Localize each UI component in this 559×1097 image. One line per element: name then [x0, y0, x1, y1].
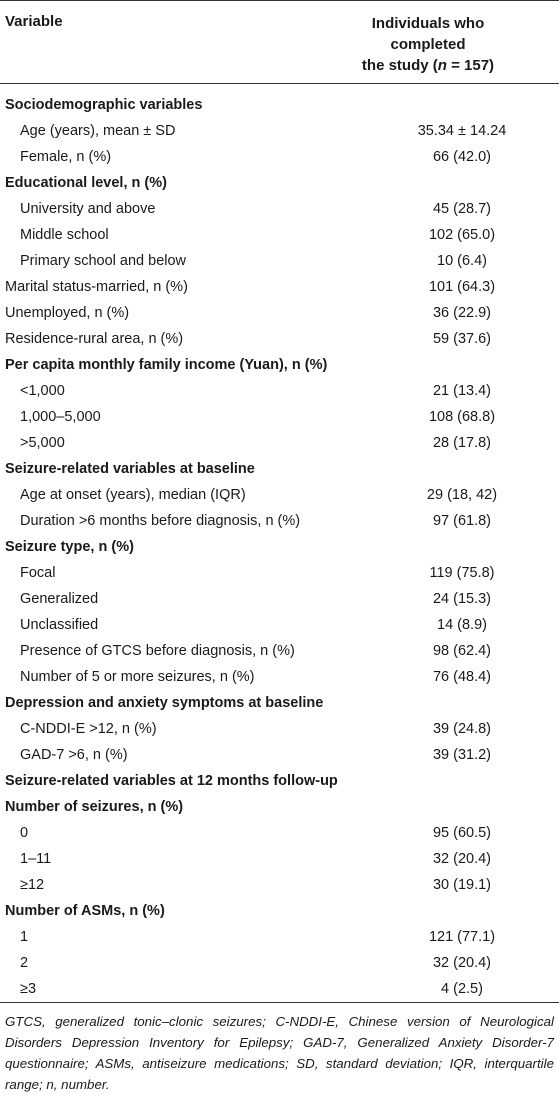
table-footnote: GTCS, generalized tonic–clonic seizures; C-NDDI-E, Chinese version of Neurological Disorders Depression Inventory for Epilepsy; GAD-7, Generalized Anxiety Disorder-7 questionnaire; ASMs, antiseizure medications; SD, standard deviation; IQR, interquartile range; n, number.: [5, 1014, 554, 1092]
row-value: 4 (2.5): [365, 976, 559, 1003]
row-value: 98 (62.4): [432, 643, 492, 659]
row-label: Primary school and below: [20, 253, 187, 269]
row-label: Depression and anxiety symptoms at baseline: [5, 695, 324, 711]
row-label: Duration >6 months before diagnosis, n (%): [20, 513, 301, 529]
row-value: 35.34 ± 14.24: [417, 123, 507, 139]
table-row: [0, 976, 559, 1003]
row-value: 66 (42.0): [432, 149, 492, 165]
row-value: 29 (18, 42): [426, 487, 498, 503]
row-label: 1: [20, 929, 29, 945]
row-label: Residence-rural area, n (%): [5, 331, 184, 347]
variable-column-header: Variable: [5, 13, 63, 30]
row-label: Generalized: [20, 591, 99, 607]
row-value: [365, 794, 559, 820]
row-label: >5,000: [20, 435, 65, 451]
row-value: [365, 170, 559, 196]
table-group-row: [0, 170, 559, 196]
row-value: [365, 534, 559, 560]
row-value: [365, 898, 559, 924]
row-value: 28 (17.8): [432, 435, 492, 451]
table-row: [0, 144, 559, 170]
table-row: [0, 404, 559, 430]
row-label: Marital status-married, n (%): [5, 279, 188, 295]
row-value: 59 (37.6): [432, 331, 492, 347]
row-label: Seizure-related variables at baseline: [5, 461, 255, 477]
row-label: <1,000: [20, 383, 65, 399]
row-label: Focal: [20, 565, 56, 581]
row-value: 24 (15.3): [432, 591, 492, 607]
row-label: ≥12: [20, 877, 45, 893]
row-value: 21 (13.4): [432, 383, 492, 399]
table-row: [0, 222, 559, 248]
row-label: Middle school: [20, 227, 109, 243]
row-value: [365, 456, 559, 482]
table-row: [0, 612, 559, 638]
table-row: [0, 508, 559, 534]
row-label: C-NDDI-E >12, n (%): [20, 721, 157, 737]
table-row: [0, 664, 559, 690]
row-label: Unclassified: [20, 617, 99, 633]
row-value: 14 (8.9): [437, 617, 487, 633]
row-label: University and above: [20, 201, 156, 217]
row-label: GAD-7 >6, n (%): [20, 747, 128, 763]
row-label: Seizure type, n (%): [5, 539, 134, 555]
row-value: 39 (24.8): [432, 721, 492, 737]
row-label: Educational level, n (%): [5, 175, 167, 191]
row-label: Number of seizures, n (%): [5, 799, 184, 815]
table-row: [0, 118, 559, 144]
sample-column-header-line2: [333, 55, 523, 76]
row-value: 101 (64.3): [428, 279, 496, 295]
row-value: 108 (68.8): [428, 409, 496, 425]
sample-column-header: [333, 13, 523, 76]
table-group-row: [0, 456, 559, 482]
table-row: [0, 196, 559, 222]
row-label: Sociodemographic variables: [5, 97, 203, 113]
row-value: [365, 92, 559, 118]
table-row: [0, 924, 559, 950]
row-value: [365, 690, 559, 716]
row-label: Female, n (%): [20, 149, 112, 165]
table-row: [0, 846, 559, 872]
row-value: 76 (48.4): [432, 669, 492, 685]
table-row: [0, 742, 559, 768]
row-label: Number of 5 or more seizures, n (%): [20, 669, 255, 685]
row-label: Age at onset (years), median (IQR): [20, 487, 246, 503]
table-row: [0, 950, 559, 976]
table-row: [0, 586, 559, 612]
table-group-row: [0, 794, 559, 820]
row-value: 102 (65.0): [428, 227, 496, 243]
table-group-row: [0, 768, 559, 794]
table-group-row: [0, 898, 559, 924]
row-value: 95 (60.5): [432, 825, 492, 841]
row-label: Unemployed, n (%): [5, 305, 130, 321]
table-row: [0, 430, 559, 456]
row-label: Presence of GTCS before diagnosis, n (%): [20, 643, 295, 659]
table-group-row: [0, 92, 559, 118]
row-label: 1,000–5,000: [20, 409, 101, 425]
row-label: 0: [20, 825, 29, 841]
table-body: [0, 92, 559, 1003]
row-value: 121 (77.1): [428, 929, 496, 945]
row-value: 39 (31.2): [432, 747, 492, 763]
row-value: 97 (61.8): [432, 513, 492, 529]
table-row: [0, 716, 559, 742]
row-value: 30 (19.1): [432, 877, 492, 893]
table-group-row: [0, 690, 559, 716]
row-label: Age (years), mean ± SD: [20, 123, 176, 139]
row-value: 10 (6.4): [437, 253, 487, 269]
data-table: [0, 92, 559, 1003]
row-value: 32 (20.4): [432, 955, 492, 971]
row-label: 2: [20, 955, 29, 971]
sample-column-header-line1: Individuals who completed: [371, 15, 485, 53]
row-label: 1–11: [20, 851, 52, 867]
table-row: [0, 872, 559, 898]
row-label: Number of ASMs, n (%): [5, 903, 165, 919]
table-row: [0, 300, 559, 326]
row-label: Per capita monthly family income (Yuan), n (%): [5, 357, 328, 373]
table-row: [0, 274, 559, 300]
table-header: [0, 0, 559, 84]
row-label: Seizure-related variables at 12 months follow-up: [5, 773, 338, 789]
table-row: [0, 378, 559, 404]
table-row: [0, 326, 559, 352]
table-group-row: [0, 534, 559, 560]
table-row: [0, 482, 559, 508]
table-row: [0, 638, 559, 664]
row-value: 32 (20.4): [432, 851, 492, 867]
header-n-symbol: n: [437, 57, 447, 74]
table-row: [0, 560, 559, 586]
table-row: [0, 248, 559, 274]
header-line2-prefix: the study (: [361, 57, 438, 74]
row-label: ≥3: [0, 976, 365, 1003]
table-row: [0, 820, 559, 846]
row-value: [365, 768, 559, 794]
table-group-row: [0, 352, 559, 378]
row-value: [365, 352, 559, 378]
header-line2-suffix: = 157): [446, 57, 495, 74]
row-value: 36 (22.9): [432, 305, 492, 321]
row-value: 45 (28.7): [432, 201, 492, 217]
row-value: 119 (75.8): [429, 565, 495, 581]
